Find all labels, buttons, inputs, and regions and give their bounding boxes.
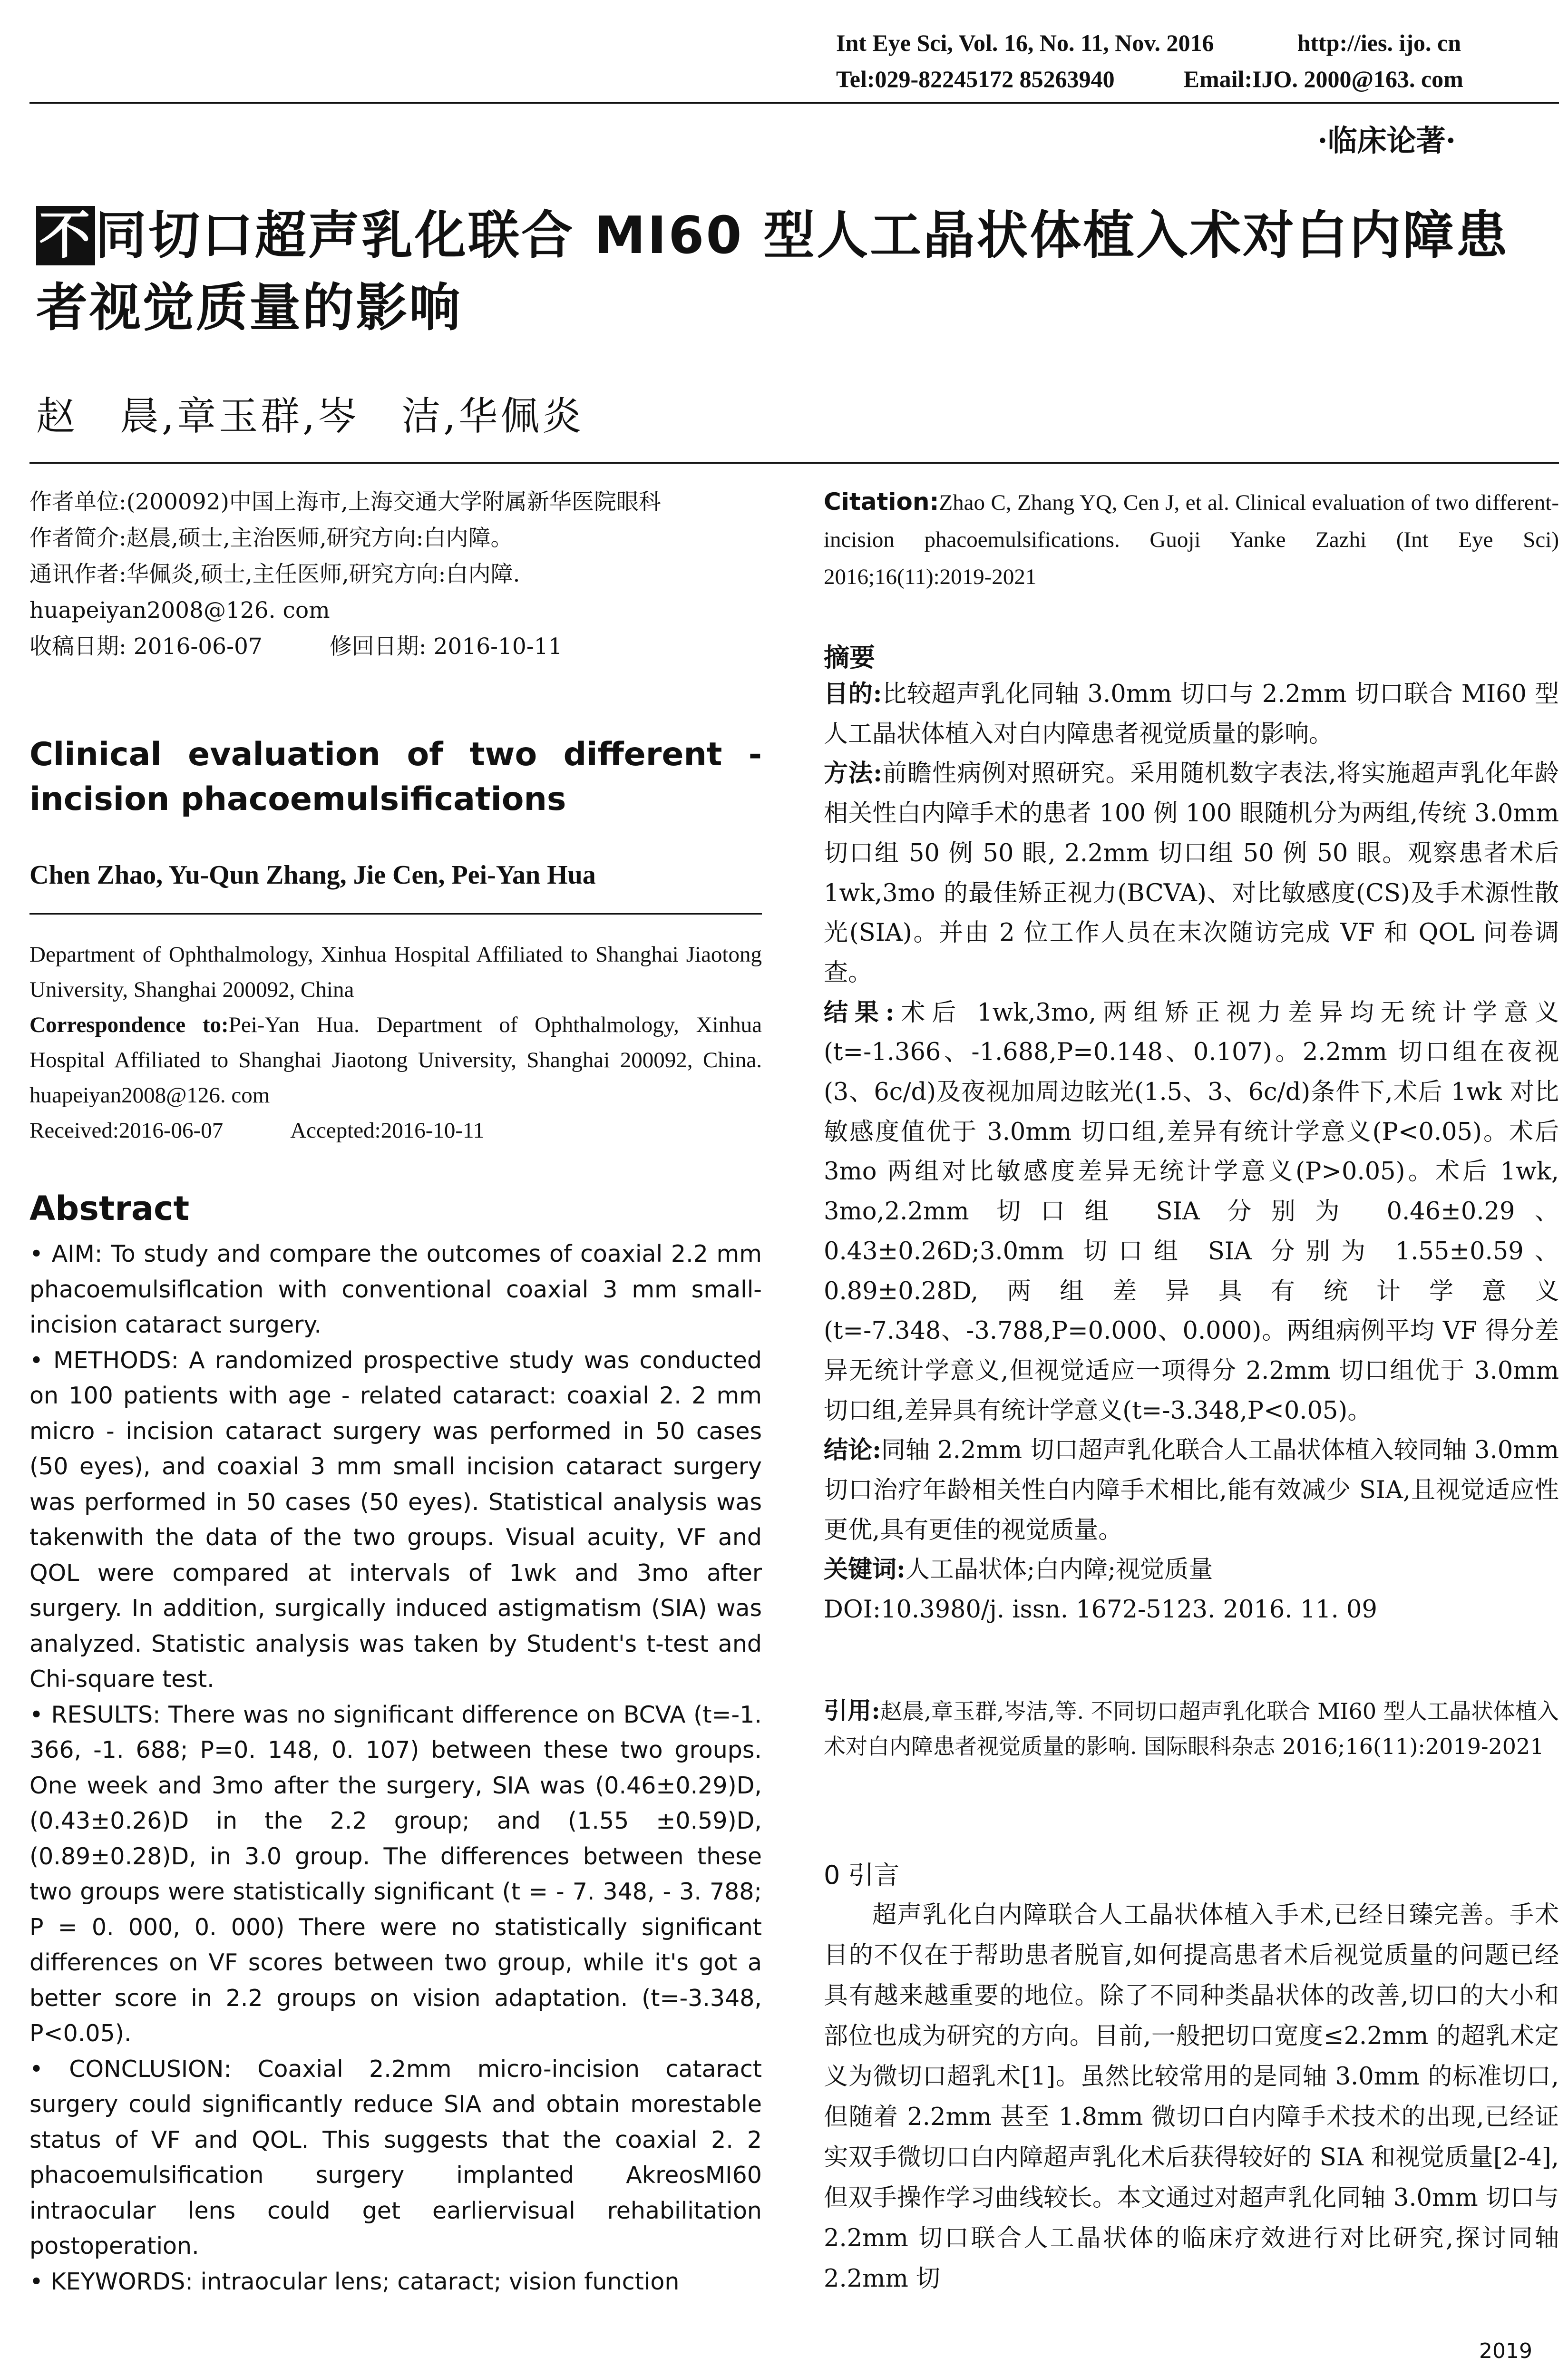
citation-zh-text: 赵晨,章玉群,岑洁,等. 不同切口超声乳化联合 MI60 型人工晶状体植入术对白内障患者视觉质量的影响. 国际眼科杂志 2016;16(11):2019-2021: [824, 1698, 1559, 1759]
zh-abstract-conclusion: [824, 1431, 1559, 1550]
author-info-zh: [29, 484, 762, 665]
journal-url: http://ies. ijo. cn: [1297, 29, 1461, 56]
zh-abstract-conclusion-label: 结论:: [824, 1436, 881, 1465]
correspondence-label: Correspondence to:: [29, 1013, 229, 1037]
page-number: 2019: [1479, 2339, 1532, 2363]
english-authors-rule: [29, 913, 762, 915]
english-received: Received:2016-06-07 Accepted:2016-10-11: [29, 1118, 485, 1143]
header-line-2: [836, 61, 1463, 97]
title-rest: 同切口超声乳化联合 MI60 型人工晶状体植入术对白内障患者视觉质量的影响: [36, 206, 1510, 338]
citation-text: Zhao C, Zhang YQ, Cen J, et al. Clinical evaluation of two different-incision phacoemulsifications. Guoji Yanke Zazhi (Int Eye Sci) 2016;16(11):2019-2021: [824, 490, 1559, 589]
zh-abstract-conclusion-text: 同轴 2.2mm 切口超声乳化联合人工晶状体植入较同轴 3.0mm 切口治疗年龄相关性白内障手术相比,能有效减少 SIA,且视觉适应性更优,具有更佳的视觉质量。: [824, 1436, 1559, 1544]
english-affiliation-block: [29, 937, 762, 1148]
title-first-char: 不: [36, 206, 95, 265]
zh-abstract-keywords: [824, 1550, 1559, 1590]
english-affiliation: Department of Ophthalmology, Xinhua Hospital Affiliated to Shanghai Jiaotong University, Shanghai 200092, China: [29, 942, 762, 1002]
zh-abstract-body: [824, 674, 1559, 1630]
journal-email: Email:IJO. 2000@163. com: [1183, 66, 1463, 92]
english-authors: Chen Zhao, Yu-Qun Zhang, Jie Cen, Pei-Yan Hua: [29, 860, 596, 890]
abstract-results: • RESULTS: There was no significant difference on BCVA (t=-1. 366, -1. 688; P=0. 148, 0. 107) between these two groups. One week and 3mo after the surgery, SIA was (0.46±0.29)D, (0.43±0.26)D in the 2.2 group; and (1.55 ±0.59)D, (0.89±0.28)D, in 3.0 group. The differences between these two groups were statistically significant (t = - 7. 348, - 3. 788; P = 0. 000, 0. 000) There were no statistically significant differences on VF scores between two group, while it's got a better score in 2.2 groups on vision adaptation. (t=-3.348, P<0.05).: [29, 1701, 762, 2047]
article-title: [36, 200, 1553, 344]
abstract-keywords: • KEYWORDS: intraocular lens; cataract; vision function: [29, 2268, 680, 2295]
zh-abstract-aim: [824, 674, 1559, 754]
zh-abstract-doi-text: DOI:10.3980/j. issn. 1672-5123. 2016. 11. 09: [824, 1596, 1377, 1624]
dates-zh: 收稿日期: 2016-06-07 修回日期: 2016-10-11: [29, 633, 563, 660]
intro-heading: 0 引言: [824, 1860, 900, 1890]
abstract-aim: • AIM: To study and compare the outcomes of coaxial 2.2 mm phacoemulsiflcation with conventional coaxial 3 mm small-incision cataract surgery.: [29, 1240, 762, 1338]
zh-abstract-heading: 摘要: [824, 642, 875, 672]
citation-zh-label: 引用:: [824, 1696, 880, 1724]
citation-zh: [824, 1693, 1559, 1764]
author-bio-zh: 作者简介:赵晨,硕士,主治医师,研究方向:白内障。: [29, 525, 513, 551]
zh-abstract-keywords-text: 人工晶状体;白内障;视觉质量: [905, 1556, 1213, 1584]
header-rule: [29, 102, 1559, 104]
zh-abstract-doi: [824, 1590, 1559, 1630]
abstract-conclusion: • CONCLUSION: Coaxial 2.2mm micro-incision cataract surgery could significantly reduce SIA and obtain morestable status of VF and QOL. This suggests that the coaxial 2. 2 phacoemulsification surgery implanted AkreosMI60 intraocular lens could get earliervisual rehabilitation postoperation.: [29, 2055, 762, 2260]
title-rule: [29, 462, 1559, 464]
zh-abstract-methods: [824, 754, 1559, 993]
abstract-heading: Abstract: [29, 1189, 190, 1228]
zh-abstract-keywords-label: 关键词:: [824, 1555, 906, 1584]
zh-abstract-results-text: 术后 1wk,3mo,两组矫正视力差异均无统计学意义(t=-1.366、-1.688,P=0.148、0.107)。2.2mm 切口组在夜视(3、6c/d)及夜视加周边眩光(1.5、3、6c/d)条件下,术后 1wk 对比敏感度值优于 3.0mm 切口组,差异有统计学意义(P<0.05)。术后 3mo 两组对比敏感度差异无统计学意义(P>0.05)。术后 1wk, 3mo,2.2mm 切口组 SIA 分别为 0.46±0.29、0.43±0.26D;3.0mm 切口组 SIA 分别为 1.55±0.59、0.89±0.28D,两组差异具有统计学意义(t=-7.348、-3.788,P=0.000、0.000)。两组病例平均 VF 得分差异无统计学意义,但视觉适应一项得分 2.2mm 切口组优于 3.0mm 切口组,差异具有统计学意义(t=-3.348,P<0.05)。: [824, 998, 1559, 1425]
zh-abstract-aim-label: 目的:: [824, 680, 882, 708]
section-tag: ·临床论著·: [1317, 123, 1456, 158]
correspondence-zh: 通讯作者:华佩炎,硕士,主任医师,研究方向:白内障. huapeiyan2008@126. com: [29, 561, 520, 623]
intro-text: 超声乳化白内障联合人工晶状体植入手术,已经日臻完善。手术目的不仅在于帮助患者脱盲,如何提高患者术后视觉质量的问题已经具有越来越重要的地位。除了不同种类晶状体的改善,切口的大小和部位也成为研究的方向。目前,一般把切口宽度≤2.2mm 的超乳术定义为微切口超乳术[1]。虽然比较常用的是同轴 3.0mm 的标准切口,但随着 2.2mm 甚至 1.8mm 微切口白内障手术技术的出现,已经证实双手微切口白内障超声乳化术后获得较好的 SIA 和视觉质量[2-4],但双手操作学习曲线较长。本文通过对超声乳化同轴 3.0mm 切口与 2.2mm 切口联合人工晶状体的临床疗效进行对比研究,探讨同轴 2.2mm 切: [824, 1901, 1559, 2293]
journal-tel: Tel:029-82245172 85263940: [836, 66, 1115, 92]
zh-abstract-results: [824, 993, 1559, 1431]
english-title: Clinical evaluation of two different - incision phacoemulsifications: [29, 736, 762, 818]
affiliation-zh: 作者单位:(200092)中国上海市,上海交通大学附属新华医院眼科: [29, 489, 661, 515]
zh-abstract-aim-text: 比较超声乳化同轴 3.0mm 切口与 2.2mm 切口联合 MI60 型人工晶状体植入对白内障患者视觉质量的影响。: [824, 680, 1559, 748]
header-line-1: [836, 25, 1461, 61]
abstract-body: [29, 1237, 762, 2299]
citation-label: Citation:: [824, 488, 939, 516]
citation-en: [824, 483, 1559, 595]
english-correspondence: [29, 1007, 762, 1113]
zh-abstract-methods-text: 前瞻性病例对照研究。采用随机数字表法,将实施超声乳化年龄相关性白内障手术的患者 100 例 100 眼随机分为两组,传统 3.0mm 切口组 50 例 50 眼, 2.2mm 切口组 50 例 50 眼。观察患者术后 1wk,3mo 的最佳矫正视力(BCVA)、对比敏感度(CS)及手术源性散光(SIA)。并由 2 位工作人员在末次随访完成 VF 和 QOL 问卷调查。: [824, 760, 1559, 987]
zh-abstract-methods-label: 方法:: [824, 759, 882, 788]
correspondence-text: Pei-Yan Hua. Department of Ophthalmology, Xinhua Hospital Affiliated to Shanghai Jiaotong University, Shanghai 200092, China. huapeiyan2008@126. com: [29, 1013, 762, 1108]
authors-zh: 赵 晨,章玉群,岑 洁,华佩炎: [36, 394, 584, 439]
zh-abstract-results-label: 结果:: [824, 998, 895, 1027]
journal-volume-info: Int Eye Sci, Vol. 16, No. 11, Nov. 2016: [836, 29, 1214, 56]
abstract-methods: • METHODS: A randomized prospective study was conducted on 100 patients with age - related cataract: coaxial 2. 2 mm micro - incision cataract surgery was performed in 50 cases (50 eyes), and coaxial 3 mm small incision cataract surgery was performed in 50 cases (50 eyes). Statistical analysis was takenwith the data of the two groups. Visual acuity, VF and QOL were compared at intervals of 1wk and 3mo after surgery. In addition, surgically induced astigmatism (SIA) was analyzed. Statistic analysis was taken by Student's t-test and Chi-square test.: [29, 1346, 762, 1693]
